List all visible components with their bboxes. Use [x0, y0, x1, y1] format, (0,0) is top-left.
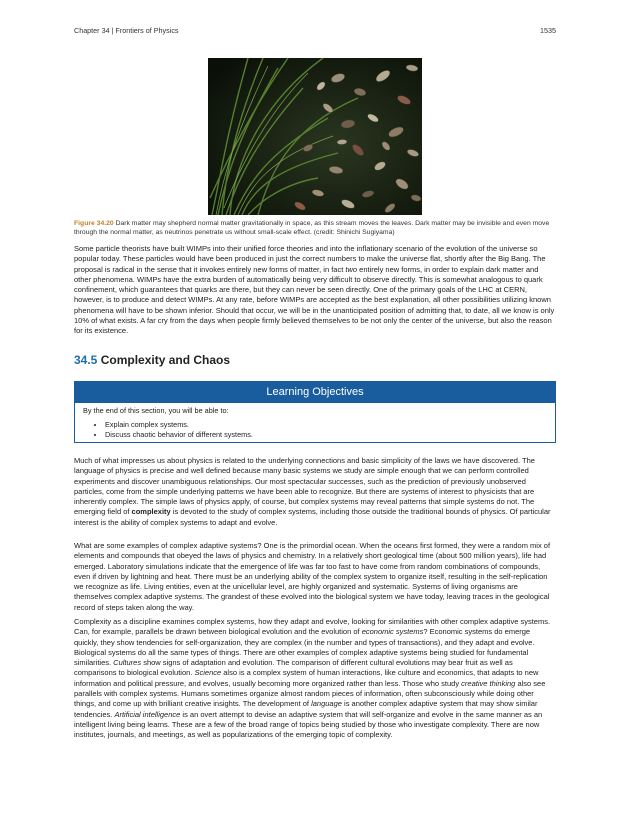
- term-cultures: Cultures: [113, 658, 142, 668]
- term-language: language: [311, 699, 342, 709]
- page-header: [74, 26, 556, 38]
- list-item: • Explain complex systems.: [105, 420, 547, 430]
- para4-text-3: show signs of adaptation and evolution. The comparison of different cultural evolutions may bear fruit as well as comparisons to biological evolution.: [74, 658, 513, 678]
- para1-text-1: Some particle theorists have built WIMPs into their unified force theories and into the inflationary scenario of the evolution of the universe so popular today. These particles would have been produced in just the correct numbers to make the universe flat, shortly after the Big Bang. The proposal is radical in the sense that it invokes entirely new forms of matter, in fact: [74, 244, 546, 274]
- chapter-title: Chapter 34 | Frontiers of Physics: [74, 26, 179, 35]
- para1-text-2: entirely new forms, in order to explain dark matter and other phenomena. WIMPs have the extra burden of automatically being very difficult to observe directly. This is somewhat analogous to quark confinement, which guarantees that quarks are there, but they can never be seen directly. One of the primary goals of the LHC at CERN, however, is to produce and detect WIMPs. At any rate, before WIMPs are accepted as the best explanation, all other possibilities utilizing known phenomena will have to be shown inferior. Should that occur, we will be in the unanticipated position of admitting that, to date, all we know is only 10% of what exists. A far cry from the days when people firmly believed themselves to be not only the center of the universe, but also the reason for its existence.: [74, 264, 555, 336]
- term-economic-systems: economic systems: [361, 627, 424, 637]
- para2-text-2: is devoted to the study of complex systems, including those outside the traditional bounds of physics. Of particular interest is the ability of complex systems to adapt and evolve.: [74, 507, 551, 527]
- figure-caption-text: Dark matter may shepherd normal matter gravitationally in space, as this stream moves the leaves. Dark matter may be invisible and even move through the normal matter, as neutrinos penetrate us without small-scale effect. (credit: Shinichi Sugiyama): [74, 220, 550, 237]
- stream-leaves-photo: [208, 58, 422, 215]
- term-science: Science: [194, 668, 222, 678]
- learning-objectives-list: [83, 420, 547, 440]
- para4-text-6: is another complex adaptive system that may show similar tendencies.: [74, 699, 538, 719]
- para4-text-4: also is a complex system of human interactions, like culture and economics, that adapts to new information and political pressure, and evolves, usually becoming more organized rather than less. Those who study: [74, 668, 539, 688]
- paragraph-complexity-discipline: [74, 617, 556, 741]
- learning-objectives-box: [74, 381, 556, 443]
- para2-text-1: Much of what impresses us about physics is related to the underlying connections and basic simplicity of the laws we have discovered. The language of physics is precise and well defined because many basic systems we study are simple enough that we can perform controlled experiments and discover unambiguous relationships. Our most spectacular successes, such as the prediction of previously unobserved particles, come from the simple underlying patterns we have been able to recognize. But there are systems of interest to physicists that are inherently complex. The simple laws of physics apply, of course, but complex systems may reveal patterns that simple systems do not. The emerging field of: [74, 456, 535, 517]
- para4-text-1: Complexity as a discipline examines complex systems, how they adapt and evolve, looking for similarities with other complex adaptive systems. Can, for example, parallels be drawn between biological evolution and the evolution of: [74, 617, 551, 637]
- para4-text-7: is an overt attempt to devise an adaptive system that will self-organize and evolve in the same manner as an intelligent living being learns. These are a few of the broad range of topics being studied by those who investigate complexity. There are now institutes, journals, and meetings, as well as popularizations of the emerging topic of complexity.: [74, 709, 543, 740]
- para4-text-2: ? Economic systems do emerge quickly, they show tendencies for self-organization, they are complex (in the number and types of transactions), and they adapt and evolve. Biological systems do all the same types of things. There are other examples of complex adaptive systems being studied for fundamental similarities.: [74, 627, 535, 668]
- paragraph-wimps: [74, 244, 556, 337]
- list-item: • Discuss chaotic behavior of different systems.: [105, 430, 547, 440]
- figure-caption: [74, 219, 556, 237]
- term-complexity: complexity: [131, 507, 171, 517]
- para4-text-5: also see parallels with complex systems. Humans sometimes organize almost random pieces of information, often subconsciously while doing other things, and come up with brilliant creative insights. The development of: [74, 678, 546, 709]
- para3-text: What are some examples of complex adaptive systems? One is the primordial ocean. When the oceans first formed, they were a random mix of elements and compounds that obeyed the laws of physics and chemistry. In a relatively short geological time (about 500 million years), life had emerged. Laboratory simulations indicate that the emergence of life was far too fast to have come from random combinations of compounds, even if driven by lightning and heat. There must be an underlying ability of the complex system to organize itself, resulting in the self-replication we recognize as life. Living entities, even at the unicellular level, are highly organized and systematic. Systems of living organisms are themselves complex adaptive systems. The grandest of these evolved into the biological system we have today, leaving traces in the geological record of steps taken along the way.: [74, 541, 551, 612]
- section-title: Complexity and Chaos: [97, 353, 231, 367]
- term-creative-thinking: creative thinking: [461, 678, 516, 688]
- learning-objectives-heading: Learning Objectives: [75, 382, 555, 403]
- figure-label: Figure 34.20: [74, 220, 114, 227]
- page-number: 1535: [540, 26, 556, 35]
- learning-objectives-body: [75, 403, 555, 443]
- section-number: 34.5: [74, 353, 98, 367]
- photo-illustration: [208, 58, 422, 215]
- paragraph-adaptive-systems: [74, 541, 556, 613]
- learning-objectives-intro: By the end of this section, you will be able to:: [83, 406, 229, 415]
- para1-emphasis: two: [345, 264, 358, 274]
- paragraph-complexity-intro: [74, 456, 556, 528]
- section-heading: [74, 353, 230, 367]
- term-artificial-intelligence: Artificial intelligence: [114, 709, 181, 719]
